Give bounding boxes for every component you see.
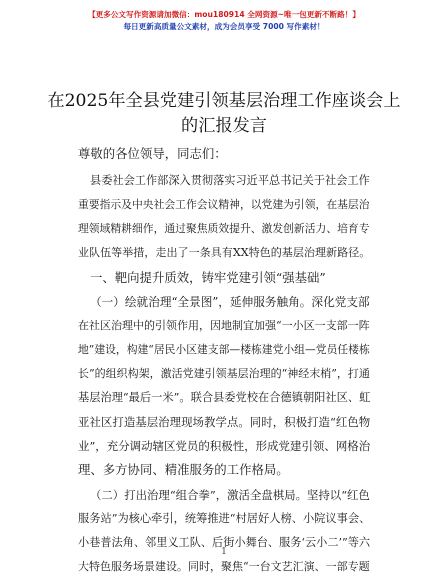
promo-banner-line-1: 【更多公文写作资源请加微信：mou180914 全网资源~唯一包更新不断路！】 [88,10,360,19]
promo-banner-line-2: 每日更新高质量公文素材，成为会员享受 7000 写作素材！ [123,22,325,31]
body-line: （二）打出治理“组合拳”，激活全盘棋局。坚持以“红色 [90,488,370,502]
body-line: （一）绘就治理“全景图”，延伸服务触角。深化党支部 [90,295,370,309]
body-line: 尊敬的各位领导，同志们： [78,146,227,161]
body-line: 长”的组织构架，激活党建引领基层治理的“神经末梢”，打通 [78,367,370,380]
document-title-line-1: 在2025年全县党建引领基层治理工作座谈会上 [47,91,401,111]
body-line: 大特色服务场景建设。同时，聚焦“一台文艺汇演、一部专题 [78,560,370,573]
body-line: 亚社区打造基层治理现场教学点。同时，积极打造“红色物 [78,415,371,429]
document-title-line-2: 的汇报发言 [181,116,267,136]
body-line: 理、多方协同、精准服务的工作格局。 [78,462,289,477]
body-line: 在社区治理中的引领作用，因地制宜加强“一小区一支部一阵 [78,319,370,332]
body-line: 重要指示及中央社会工作会议精神，以党建为引领，在基层治 [78,198,370,211]
section-heading: 一、靶向提升质效，铸牢党建引领“强基础” [90,270,326,285]
body-line: 小巷普法角、邻里义工队、后街小舞台、服务‘云小二’”等六 [78,536,371,549]
body-line: 服务站”为核心牵引，统筹推进“村居好人榜、小院议事会、 [78,512,371,525]
body-line: 基层治理“最后一米”。联合县委党校在合德镇朝阳社区、虹 [78,391,371,404]
body-line: 地”建设，构建“居民小区建支部—楼栋建党小组—党员任楼栋 [78,343,370,356]
body-line: 业”，充分调动辖区党员的积极性，形成党建引领、网格治 [78,439,371,453]
body-line: 理领域精耕细作，通过聚焦质效提升、激发创新活力、培育专 [78,222,370,235]
body-line: 县委社会工作部深入贯彻落实习近平总书记关于社会工作 [90,174,370,187]
body-line: 业队伍等举措，走出了一条具有XX特色的基层治理新路径。 [78,246,371,259]
page-number: 1 [221,547,227,557]
